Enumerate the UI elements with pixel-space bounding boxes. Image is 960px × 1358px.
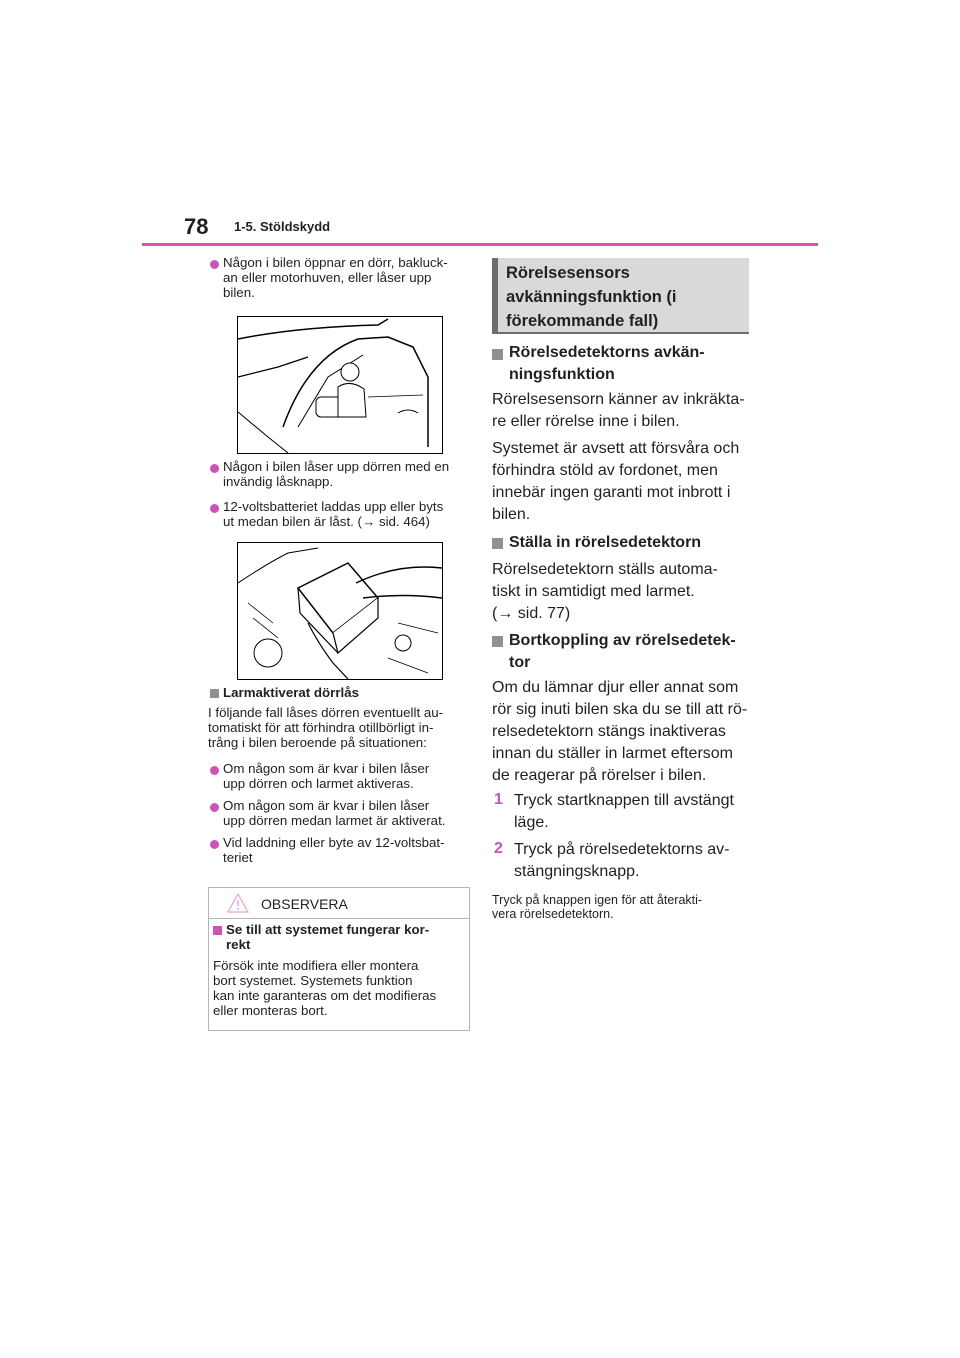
warning-body: Försök inte modifiera eller montera bort systemet. Systemets funktion kan inte garanteras om det modifieras eller monteras bort. xyxy=(213,958,437,1018)
square-marker xyxy=(492,636,503,647)
bullet-text-5: Om någon som är kvar i bilen låser upp dörren medan larmet är aktiverat. xyxy=(223,798,446,828)
warning-box xyxy=(208,887,470,1031)
bullet-text-1: Någon i bilen öppnar en dörr, bakluck- an eller motorhuven, eller låser upp bilen. xyxy=(223,255,448,300)
bullet-dot xyxy=(210,840,219,849)
bullet-dot xyxy=(210,504,219,513)
paragraph-4: Om du lämnar djur eller annat som rör sig inuti bilen ska du se till att rö- relsedetektorn stängs inaktiveras innan du ställer in larmet eftersom de reagerar på rörelser i bilen. xyxy=(492,679,748,784)
bullet-dot xyxy=(210,260,219,269)
square-marker xyxy=(213,926,222,935)
warning-title: OBSERVERA xyxy=(261,896,348,912)
page-number: 78 xyxy=(184,214,209,239)
step-1-text: Tryck startknappen till avstängt läge. xyxy=(514,792,734,831)
heading-1: Rörelsedetektorns avkän- ningsfunktion xyxy=(509,344,705,383)
paragraph-2: Systemet är avsett att försvåra och förhindra stöld av fordonet, men innebär ingen garanti mot inbrott i bilen. xyxy=(492,440,740,523)
square-marker xyxy=(210,689,219,698)
header-rule xyxy=(142,243,818,246)
bullet-text-6: Vid laddning eller byte av 12-voltsbat- teriet xyxy=(223,835,445,865)
warning-header xyxy=(209,888,469,919)
section-title: Rörelsesensors avkänningsfunktion (i förekommande fall) xyxy=(506,264,677,330)
heading-3: Bortkoppling av rörelsedetek- tor xyxy=(509,632,736,671)
section-header xyxy=(492,258,749,334)
heading-2: Ställa in rörelsedetektorn xyxy=(509,534,702,551)
note-text: Tryck på knappen igen för att återakti- vera rörelsedetektorn. xyxy=(492,893,703,921)
square-marker xyxy=(492,538,503,549)
battery-illustration xyxy=(237,542,443,680)
warning-heading: Se till att systemet fungerar kor- rekt xyxy=(226,922,430,952)
bullet-dot xyxy=(210,464,219,473)
bullet-dot xyxy=(210,766,219,775)
square-marker xyxy=(492,349,503,360)
step-number-2: 2 xyxy=(494,840,503,857)
paragraph-1: Rörelsesensorn känner av inkräkta- re eller rörelse inne i bilen. xyxy=(492,391,745,430)
warning-triangle-icon xyxy=(227,893,249,913)
paragraph-3: Rörelsedetektorn ställs automa- tiskt in samtidigt med larmet. (→ sid. 77) xyxy=(492,561,718,622)
bullet-text-4: Om någon som är kvar i bilen låser upp dörren och larmet aktiveras. xyxy=(223,761,430,791)
step-2-text: Tryck på rörelsedetektorns av- stängningsknapp. xyxy=(514,841,730,880)
bullet-text-2: Någon i bilen låser upp dörren med en invändig låsknapp. xyxy=(223,459,450,489)
chapter-title: 1-5. Stöldskydd xyxy=(234,219,331,234)
car-door-illustration xyxy=(237,316,443,454)
bullet-text-3: 12-voltsbatteriet laddas upp eller byts ut medan bilen är låst. (→ sid. 464) xyxy=(223,499,444,529)
bullet-dot xyxy=(210,803,219,812)
step-number-1: 1 xyxy=(494,791,503,808)
sub-heading: Larmaktiverat dörrlås xyxy=(223,685,359,700)
intro-text: I följande fall låses dörren eventuellt au- tomatiskt för att förhindra otillbörligt in- trång i bilen beroende på situationen: xyxy=(208,705,444,750)
